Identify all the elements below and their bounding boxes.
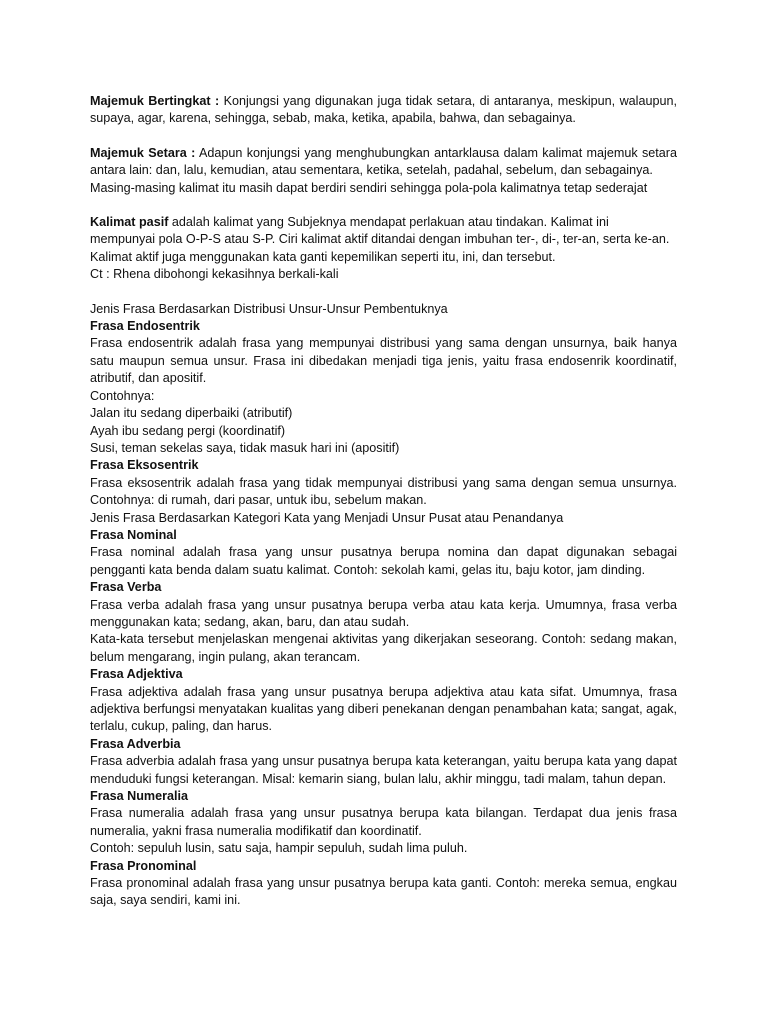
heading-frasa-endosentrik: Frasa Endosentrik xyxy=(90,319,200,334)
term-majemuk-setara: Majemuk Setara : xyxy=(90,145,196,160)
text-kalimat-pasif: adalah kalimat yang Subjeknya mendapat perlakuan atau tindakan. Kalimat ini mempunyai pola O-P-S atau S-P. Ciri kalimat aktif ditandai dengan imbuhan ter-, di-, ter-an, serta ke-an. Kalimat aktif juga menggunakan kata ganti kepemilikan seperti itu, ini, dan tersebut. xyxy=(90,215,670,264)
heading-frasa-nominal: Frasa Nominal xyxy=(90,527,177,542)
heading-frasa-numeralia: Frasa Numeralia xyxy=(90,789,189,804)
heading-frasa-pronominal: Frasa Pronominal xyxy=(90,858,197,873)
text-frasa-pronominal: Frasa pronominal adalah frasa yang unsur pusatnya berupa kata ganti. Contoh: mereka semua, engkau saja, saya sendiri, kami ini. xyxy=(90,876,677,908)
paragraph-majemuk-setara xyxy=(90,145,677,180)
example-apositif: Susi, teman sekelas saya, tidak masuk hari ini (apositif) xyxy=(90,440,400,455)
heading-frasa-verba: Frasa Verba xyxy=(90,580,162,595)
text-frasa-endosentrik: Frasa endosentrik adalah frasa yang mempunyai distribusi yang sama dengan unsurnya, baik hanya satu maupun semua unsur. Frasa ini dibedakan menjadi tiga jenis, yaitu frasa endosenrik koordinatif, atributif, dan apositif. xyxy=(90,336,677,386)
example-kalimat-pasif: Ct : Rhena dibohongi kekasihnya berkali-kali xyxy=(90,267,339,282)
paragraph-majemuk-bertingkat xyxy=(90,93,677,128)
term-majemuk-bertingkat: Majemuk Bertingkat : xyxy=(90,94,220,108)
text-majemuk-setara: Adapun konjungsi yang menghubungkan antarklausa dalam kalimat majemuk setara antara lain: dan, lalu, kemudian, atau sementara, ketika, setelah, padahal, sebelum, dan sebagainya. xyxy=(90,145,677,178)
label-contohnya: Contohnya: xyxy=(90,388,155,403)
section-title-kategori: Jenis Frasa Berdasarkan Kategori Kata yang Menjadi Unsur Pusat atau Penandanya xyxy=(90,510,564,525)
section-title-distribusi: Jenis Frasa Berdasarkan Distribusi Unsur-Unsur Pembentuknya xyxy=(90,301,448,316)
paragraph-kalimat-pasif xyxy=(90,214,677,266)
example-atributif: Jalan itu sedang diperbaiki (atributif) xyxy=(90,406,293,421)
heading-frasa-adjektiva: Frasa Adjektiva xyxy=(90,667,183,682)
text-frasa-verba: Frasa verba adalah frasa yang unsur pusatnya berupa verba atau kata kerja. Umumnya, frasa verba menggunakan kata; sedang, akan, baru, dan atau sudah. xyxy=(90,597,677,629)
text-frasa-eksosentrik: Frasa eksosentrik adalah frasa yang tidak mempunyai distribusi yang sama dengan semua unsurnya. Contohnya: di rumah, dari pasar, untuk ibu, sebelum makan. xyxy=(90,475,677,508)
text-frasa-numeralia-2: Contoh: sepuluh lusin, satu saja, hampir sepuluh, sudah lima puluh. xyxy=(90,841,468,856)
text-frasa-adverbia: Frasa adverbia adalah frasa yang unsur pusatnya berupa kata keterangan, yaitu berupa kata yang dapat menduduki fungsi keterangan. Misal: kemarin siang, bulan lalu, akhir minggu, tadi malam, tahun depan. xyxy=(90,754,677,786)
text-frasa-verba-2: Kata-kata tersebut menjelaskan mengenai aktivitas yang dikerjakan seseorang. Contoh: sedang makan, belum mengarang, ingin pulang, akan terancam. xyxy=(90,632,677,664)
text-majemuk-bertingkat: Konjungsi yang digunakan juga tidak setara, di antaranya, meskipun, walaupun, supaya, agar, karena, sehingga, sebab, maka, ketika, apabila, bahwa, dan sebagainya. xyxy=(90,94,677,126)
text-frasa-numeralia: Frasa numeralia adalah frasa yang unsur pusatnya berupa kata bilangan. Terdapat dua jenis frasa numeralia, yakni frasa numeralia modifikatif dan koordinatif. xyxy=(90,806,677,838)
text-frasa-adjektiva: Frasa adjektiva adalah frasa yang unsur pusatnya berupa adjektiva atau kata sifat. Umumnya, frasa adjektiva berfungsi menyatakan kualitas yang diberi penekanan dengan penambahan kata; sangat, agak, terlalu, cukup, paling, dan harus. xyxy=(90,684,677,734)
heading-frasa-adverbia: Frasa Adverbia xyxy=(90,736,181,751)
heading-frasa-eksosentrik: Frasa Eksosentrik xyxy=(90,458,199,473)
text-frasa-nominal: Frasa nominal adalah frasa yang unsur pusatnya berupa nomina dan dapat digunakan sebagai pengganti kata benda dalam suatu kalimat. Contoh: sekolah kami, gelas itu, baju kotor, jam dinding. xyxy=(90,545,677,577)
document-page xyxy=(90,93,677,910)
example-koordinatif: Ayah ibu sedang pergi (koordinatif) xyxy=(90,423,286,438)
paragraph-majemuk-setara-2: Masing-masing kalimat itu masih dapat berdiri sendiri sehingga pola-pola kalimatnya tetap sederajat xyxy=(90,180,648,195)
term-kalimat-pasif: Kalimat pasif xyxy=(90,215,169,230)
